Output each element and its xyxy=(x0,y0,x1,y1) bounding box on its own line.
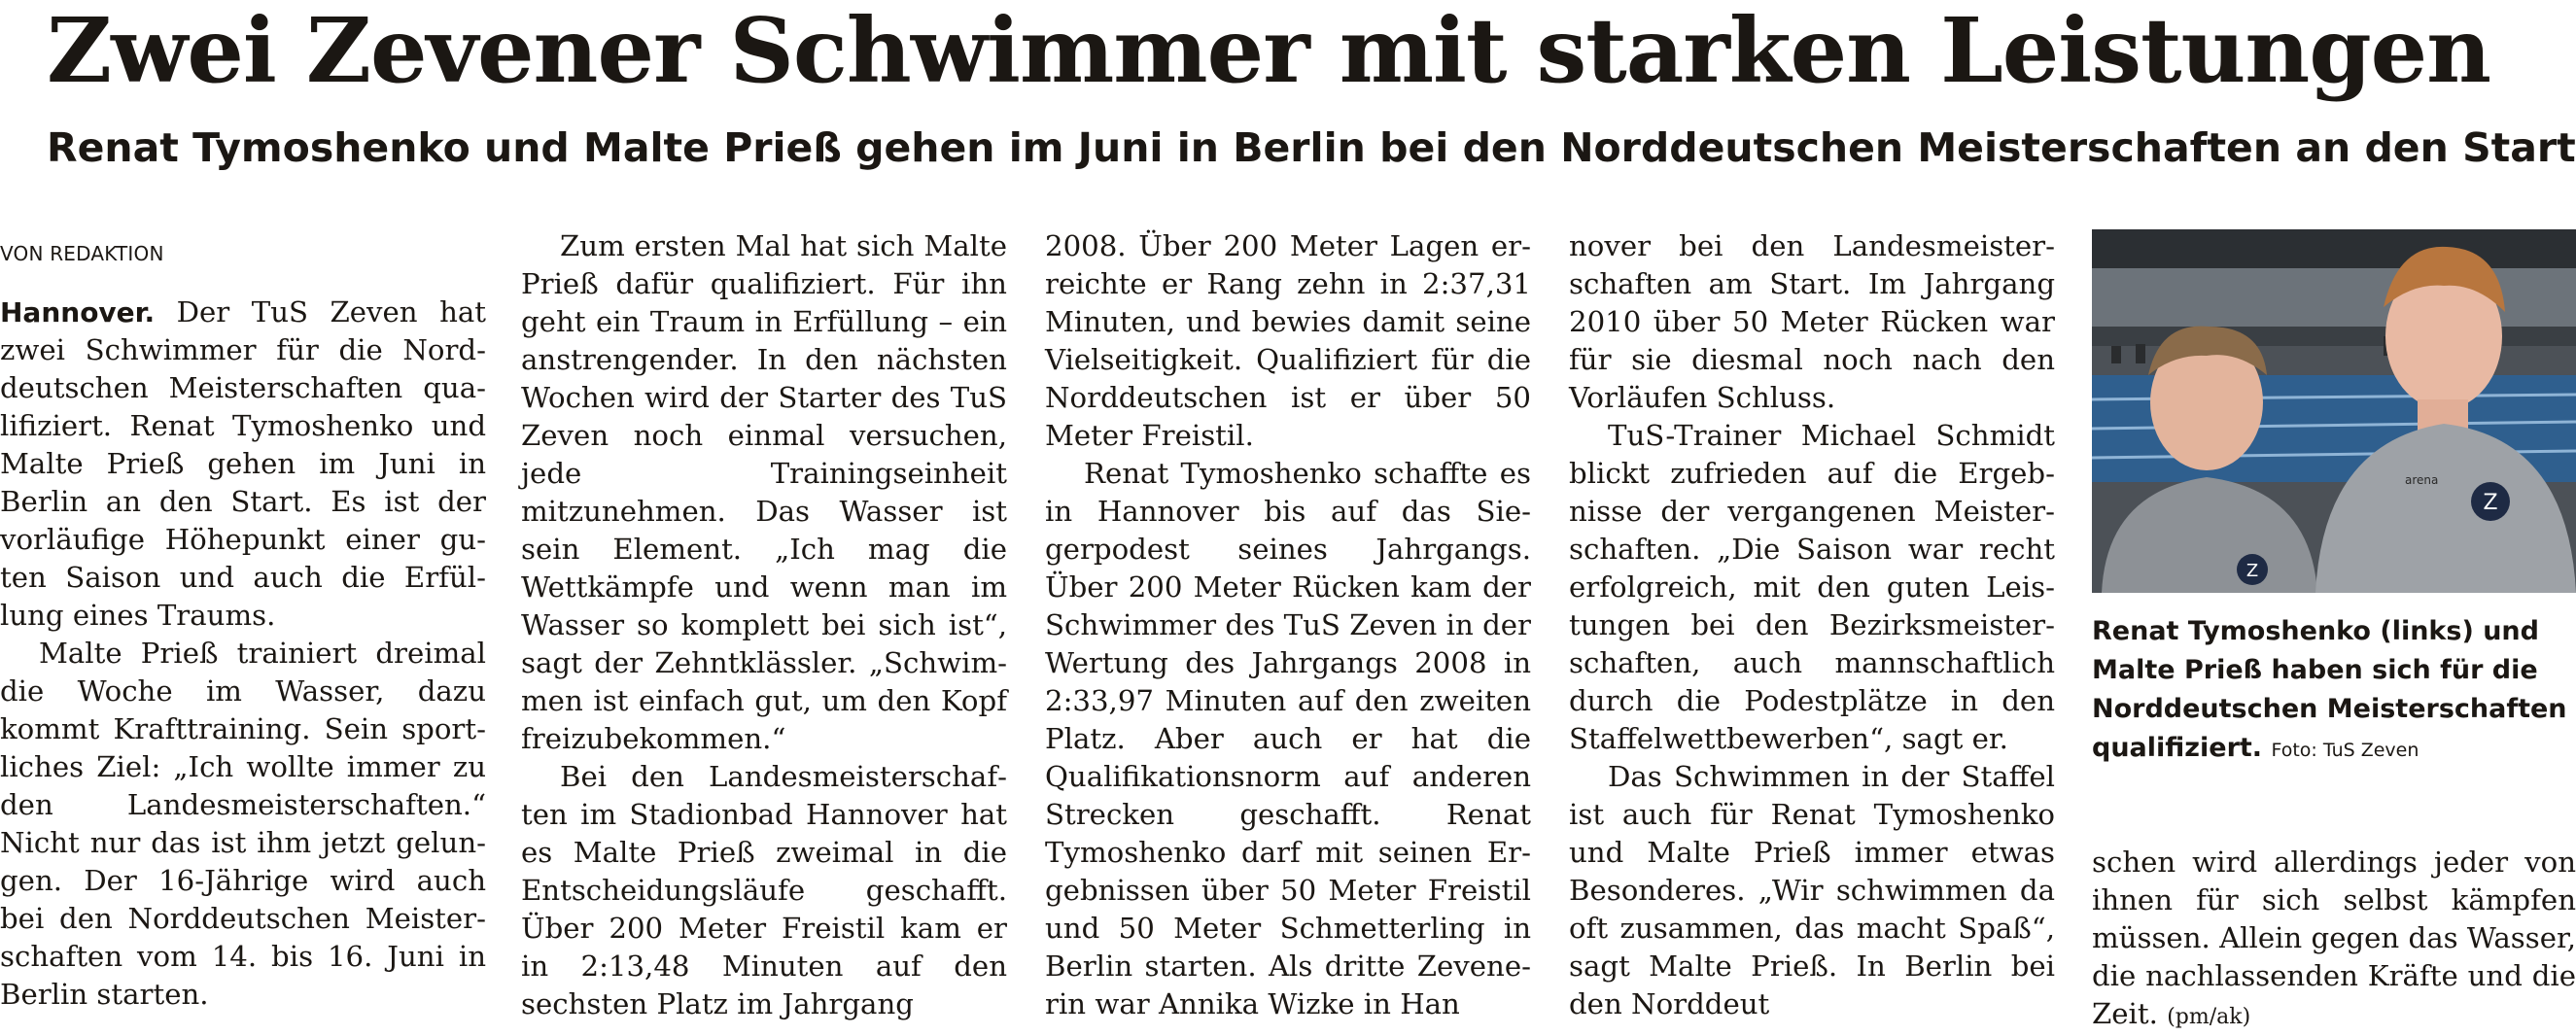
article-photo xyxy=(2092,229,2576,593)
shirt-brand: arena xyxy=(2405,473,2439,487)
subheadline: Renat Tymoshenko und Malte Prieß gehen im Juni in Berlin bei den Norddeutschen Meisterschaften an den Start xyxy=(47,124,2576,171)
paragraph-intro xyxy=(0,294,486,635)
byline: VON REDAKTION xyxy=(0,242,164,265)
swimmers-photo-illustration xyxy=(2092,229,2576,593)
paragraph: 2008. Über 200 Meter Lagen erreichte er Rang zehn in 2:37,31 Minuten, und bewies damit seine Vielseitigkeit. Qualifiziert für die Norddeutschen ist er über 50 Meter Freistil. xyxy=(1045,229,1531,452)
paragraph xyxy=(2092,844,2576,1036)
paragraph-text: schen wird allerdings jeder von ihnen für sich selbst kämpfen müssen. Allein gegen das Wasser, die nachlassenden Kräfte und die Zeit. xyxy=(2092,846,2576,1030)
paragraph: nover bei den Landesmeisterschaften am Start. Im Jahrgang 2010 über 50 Meter Rücken war für sie diesmal noch nach den Vorläufen Schluss. xyxy=(1569,229,2055,414)
paragraph: Zum ersten Mal hat sich Malte Prieß dafür qualifiziert. Für ihn geht ein Traum in Erfüllung – ein anstrengender. In den nächsten Wochen wird der Starter des TuS Zeven noch einmal versuchen, jede Trainingseinheit mitzunehmen. Das Wasser ist sein Element. „Ich mag die Wettkämpfe und wenn man im Wasser so komplett bei sich ist“, sagt der Zehntklässler. „Schwimmen ist einfach gut, um den Kopf freizubekommen.“ xyxy=(521,229,1007,755)
paragraph: TuS-Trainer Michael Schmidt blickt zufrieden auf die Ergebnisse der vergangenen Meisterschaften. „Die Saison war recht erfolgreich, mit den guten Leistungen bei den Bezirksmeisterschaften, auch mannschaftlich durch die Podestplätze in den Staffelwettbewerben“, sagt er. xyxy=(1569,419,2055,755)
author-initials: (pm/ak) xyxy=(2167,1005,2251,1029)
paragraph: Das Schwimmen in der Staffel ist auch für Renat Tymoshenko und Malte Prieß immer etwas Besonderes. „Wir schwimmen da oft zusammen, das macht Spaß“, sagt Malte Prieß. In Berlin bei den Norddeut xyxy=(1569,760,2055,1020)
photo-caption xyxy=(2092,612,2576,770)
photo-credit: Foto: TuS Zeven xyxy=(2271,740,2419,761)
shirt-logo: Z xyxy=(2483,491,2498,515)
article-column-5 xyxy=(2092,844,2576,1036)
caption-text: Renat Tymoshenko (links) und Malte Prieß haben sich für die Norddeutschen Meisterschaften qualifiziert. xyxy=(2092,616,2567,763)
dateline: Hannover. xyxy=(0,296,156,328)
paragraph: Bei den Landesmeisterschaften im Stadionbad Hannover hat es Malte Prieß zweimal in die Entscheidungsläufe geschafft. Über 200 Meter Freistil kam er in 2:13,48 Minuten auf den sechsten Platz im Jahrgang xyxy=(521,760,1007,1020)
paragraph-text: Der TuS Zeven hat zwei Schwimmer für die Norddeutschen Meisterschaften qualifiziert. Renat Tymoshenko und Malte Prieß gehen im Juni in Berlin an den Start. Es ist der vorläufige Höhepunkt einer guten Saison und auch die Erfüllung eines Traums. xyxy=(0,295,486,632)
paragraph: Malte Prieß trainiert dreimal die Woche im Wasser, dazu kommt Krafttraining. Sein sportliches Ziel: „Ich wollte immer zu den Landesmeisterschaften.“ Nicht nur das ist ihm jetzt gelungen. Der 16-Jährige wird auch bei den Norddeutschen Meisterschaften vom 14. bis 16. Juni in Berlin starten. xyxy=(0,637,486,1011)
article-column-1 xyxy=(0,239,486,1014)
article-column-3 xyxy=(1045,227,1531,1023)
article-column-2 xyxy=(521,227,1007,1023)
paragraph: Renat Tymoshenko schaffte es in Hannover bis auf das Siegerpodest seines Jahrgangs. Über 200 Meter Rücken kam der Schwimmer des TuS Zeven in der Wertung des Jahrgangs 2008 in 2:33,97 Minuten auf den zweiten Platz. Aber auch er hat die Qualifikationsnorm auf anderen Strecken geschafft. Renat Tymoshenko darf mit seinen Ergebnissen über 50 Meter Freistil und 50 Meter Schmetterling in Berlin starten. Als dritte Zevenerin war Annika Wizke in Han xyxy=(1045,457,1531,1020)
article-column-4 xyxy=(1569,227,2055,1023)
shirt-logo: Z xyxy=(2245,561,2259,581)
headline: Zwei Zevener Schwimmer mit starken Leistungen xyxy=(47,0,2491,103)
